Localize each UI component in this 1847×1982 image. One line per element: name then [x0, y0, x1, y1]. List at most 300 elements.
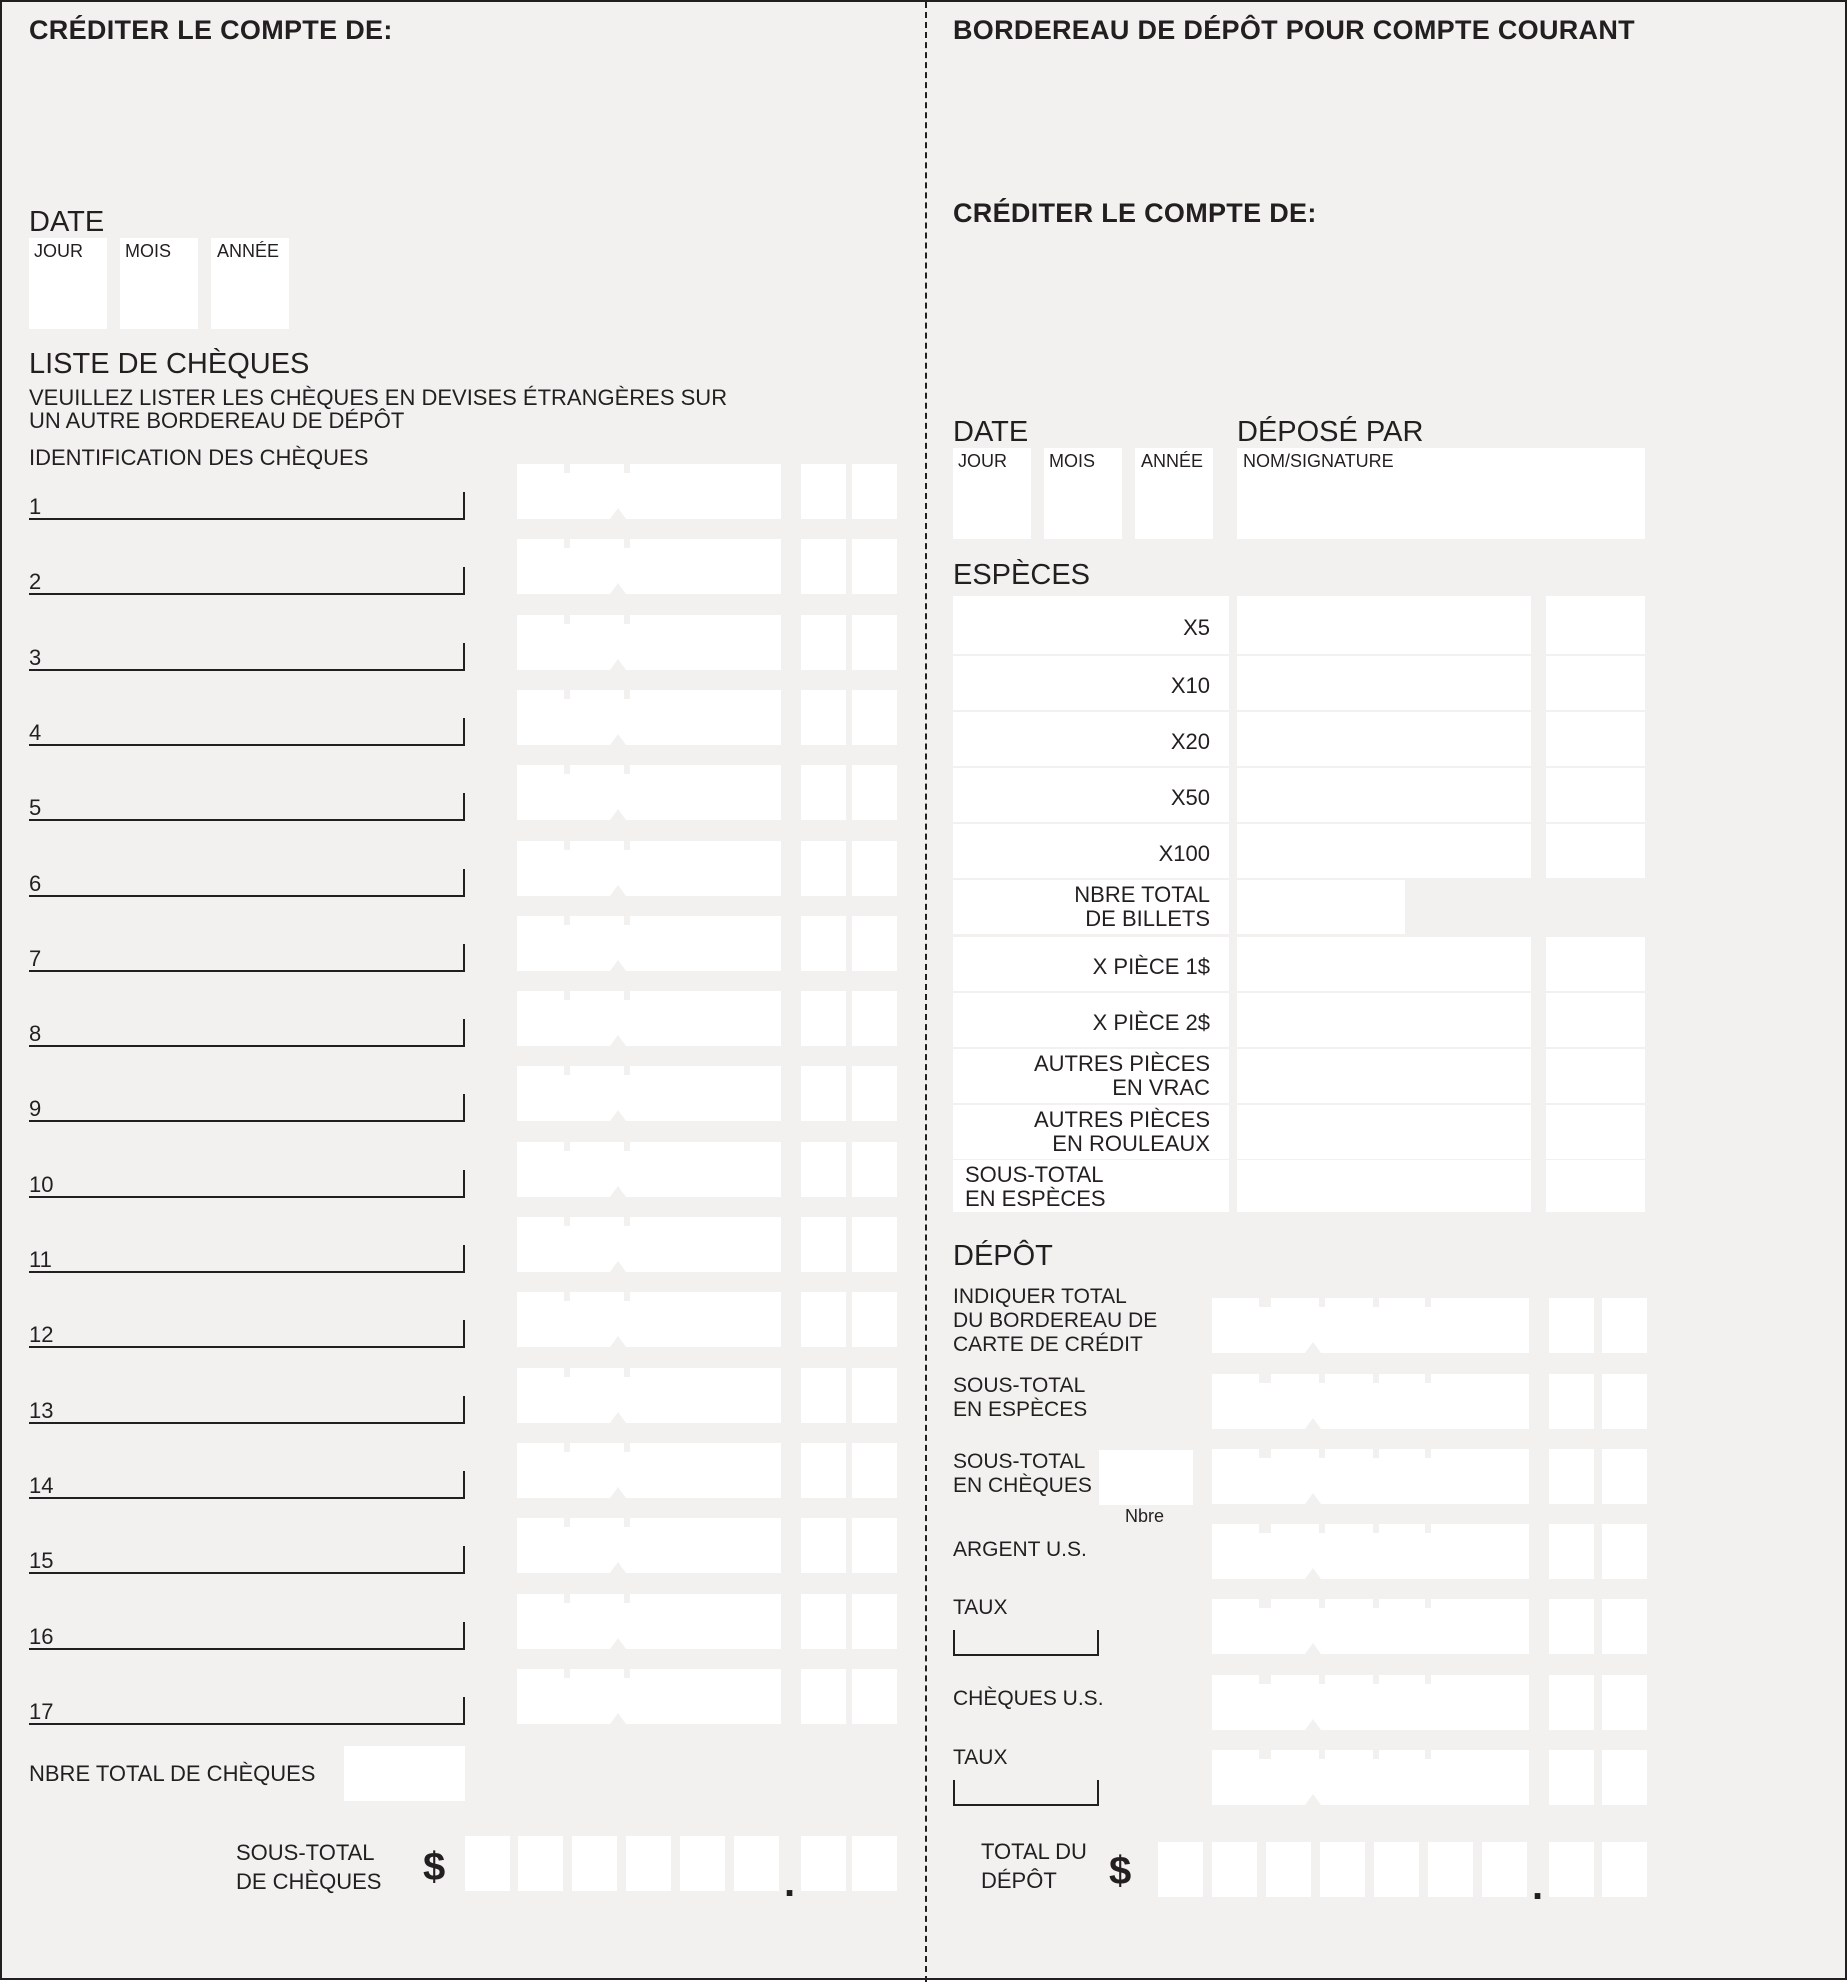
deposit-amount-separator-mark — [1373, 1449, 1379, 1458]
cheque-amount-cents-units-field[interactable] — [852, 1217, 897, 1272]
cheque-id-field[interactable] — [29, 1396, 465, 1424]
cheque-id-label: IDENTIFICATION DES CHÈQUES — [29, 445, 369, 470]
cash-denomination-cell — [953, 824, 1229, 878]
cash-amount-cents-field[interactable] — [1546, 656, 1645, 710]
cheque-subtotal-digit-box[interactable] — [518, 1836, 563, 1891]
deposit-amount-thousands-mark — [1305, 1643, 1321, 1654]
cheque-amount-thousands-mark — [610, 960, 626, 971]
cheque-amount-separator-mark — [624, 1669, 630, 1678]
deposit-amount-thousands-mark — [1305, 1794, 1321, 1805]
cash-denomination-cell — [953, 596, 1229, 654]
cash-row-label: X10 — [1170, 673, 1210, 698]
cheque-amount-cents-tens-field[interactable] — [801, 690, 846, 745]
cheque-id-field[interactable] — [29, 1094, 465, 1122]
deposited-by-label: DÉPOSÉ PAR — [1237, 416, 1424, 448]
left-credit-title: CRÉDITER LE COMPTE DE: — [29, 15, 393, 45]
cheque-amount-cents-tens-field[interactable] — [801, 1217, 846, 1272]
deposit-amount-thousands-mark — [1305, 1719, 1321, 1730]
cheque-amount-thousands-mark — [610, 885, 626, 896]
cash-row-label-line2: EN ROULEAUX — [1052, 1131, 1210, 1156]
cash-amount-dollars-field[interactable] — [1237, 993, 1531, 1047]
left-date-year-field[interactable] — [211, 238, 289, 329]
deposit-total-digit-box[interactable] — [1320, 1842, 1365, 1897]
cheque-amount-thousands-mark — [610, 1336, 626, 1347]
cheque-id-field[interactable] — [29, 567, 465, 595]
cash-amount-dollars-field[interactable] — [1237, 937, 1531, 991]
cheque-amount-cents-units-field[interactable] — [852, 991, 897, 1046]
cheque-amount-separator-mark — [564, 464, 570, 473]
form-title: BORDEREAU DE DÉPÔT POUR COMPTE COURANT — [953, 15, 1635, 45]
left-date-month-field[interactable] — [120, 238, 198, 329]
cash-row-label-line2: EN ESPÈCES — [965, 1186, 1106, 1211]
cheque-amount-dollars-field[interactable] — [517, 991, 781, 1046]
deposit-amount-separator-mark — [1319, 1750, 1325, 1759]
cash-denomination-cell — [953, 993, 1229, 1047]
deposit-amount-thousands-mark — [1305, 1493, 1321, 1504]
cheque-amount-cents-tens-field[interactable] — [801, 1518, 846, 1573]
cheque-amount-separator-mark — [624, 690, 630, 699]
deposit-amount-cents-units-field[interactable] — [1602, 1449, 1647, 1504]
cheque-amount-cents-units-field[interactable] — [852, 1443, 897, 1498]
deposit-amount-separator-mark — [1373, 1675, 1379, 1684]
right-date-day-field[interactable] — [953, 448, 1031, 539]
cheque-amount-separator-mark — [624, 1368, 630, 1377]
cash-row-label-line1: AUTRES PIÈCES — [1033, 1051, 1210, 1076]
deposit-row-label-line1: SOUS-TOTAL — [953, 1450, 1086, 1473]
cheque-amount-thousands-mark — [610, 734, 626, 745]
deposit-total-label-line2: DÉPÔT — [981, 1868, 1057, 1893]
deposit-row-label-line2: EN ESPÈCES — [953, 1398, 1088, 1421]
cheque-amount-thousands-mark — [610, 659, 626, 670]
cash-denomination-cell — [953, 1105, 1229, 1159]
cheque-amount-dollars-field[interactable] — [517, 1368, 781, 1423]
cheque-amount-separator-mark — [624, 1443, 630, 1452]
deposit-row-label-line2: EN CHÈQUES — [953, 1474, 1092, 1497]
cheque-subtotal-digit-box[interactable] — [572, 1836, 617, 1891]
cheque-amount-separator-mark — [564, 539, 570, 548]
deposit-total-digit-box[interactable] — [1428, 1842, 1473, 1897]
cheque-row-number: 3 — [29, 644, 42, 670]
cash-denomination-cell — [953, 1049, 1229, 1103]
right-date-year-field[interactable] — [1135, 448, 1213, 539]
cash-amount-dollars-field[interactable] — [1237, 768, 1531, 822]
cheque-amount-dollars-field[interactable] — [517, 1443, 781, 1498]
deposit-amount-separator-mark — [1425, 1374, 1431, 1383]
cheque-amount-separator-mark — [564, 1518, 570, 1527]
left-date-day-field[interactable] — [29, 238, 107, 329]
cash-row-label: X5 — [1183, 615, 1210, 640]
cheque-amount-separator-mark — [564, 916, 570, 925]
cheque-row-number: 11 — [29, 1247, 52, 1272]
cheque-amount-separator-mark — [624, 464, 630, 473]
right-month-label: MOIS — [1049, 451, 1096, 471]
deposit-amount-separator-mark — [1373, 1524, 1379, 1533]
cash-amount-dollars-field[interactable] — [1237, 824, 1531, 878]
deposit-row-label-line1: CHÈQUES U.S. — [953, 1687, 1104, 1710]
cheque-amount-dollars-field[interactable] — [517, 765, 781, 820]
deposit-amount-cents-tens-field[interactable] — [1549, 1599, 1594, 1654]
deposit-amount-cents-units-field[interactable] — [1602, 1599, 1647, 1654]
deposit-row-label-line3: CARTE DE CRÉDIT — [953, 1333, 1143, 1356]
cheque-amount-separator-mark — [624, 539, 630, 548]
deposit-amount-cents-tens-field[interactable] — [1549, 1449, 1594, 1504]
cheque-amount-cents-units-field[interactable] — [852, 1142, 897, 1197]
cash-row-label: X100 — [1158, 841, 1210, 866]
cash-title: ESPÈCES — [953, 559, 1090, 591]
cash-row-label-line1: AUTRES PIÈCES — [1033, 1107, 1210, 1132]
deposit-amount-separator-mark — [1319, 1599, 1325, 1608]
cheque-amount-cents-units-field[interactable] — [852, 1518, 897, 1573]
cheque-amount-thousands-mark — [610, 1035, 626, 1046]
cash-amount-cents-field[interactable] — [1546, 1049, 1645, 1103]
cheque-amount-thousands-mark — [610, 508, 626, 519]
cheque-row-number: 13 — [29, 1397, 54, 1423]
deposit-amount-separator-mark — [1319, 1524, 1325, 1533]
cheque-amount-dollars-field[interactable] — [517, 1142, 781, 1197]
deposit-amount-separator-mark — [1319, 1675, 1325, 1684]
cheque-subtotal-label-line1: SOUS-TOTAL — [236, 1840, 375, 1865]
cheque-amount-separator-mark — [624, 1594, 630, 1603]
cheque-id-field[interactable] — [29, 1622, 465, 1650]
cash-row-label: X50 — [1170, 785, 1210, 810]
deposit-amount-separator-mark — [1425, 1599, 1431, 1608]
cheque-id-field[interactable] — [29, 1019, 465, 1047]
name-signature-field[interactable] — [1237, 448, 1645, 539]
cheque-amount-separator-mark — [564, 1669, 570, 1678]
deposit-amount-cents-units-field[interactable] — [1602, 1298, 1647, 1353]
deposit-amount-separator-mark — [1265, 1599, 1271, 1608]
cash-amount-dollars-field[interactable] — [1237, 712, 1531, 766]
left-year-label: ANNÉE — [217, 241, 280, 261]
cheque-amount-cents-tens-field[interactable] — [801, 1292, 846, 1347]
cheque-row-number: 12 — [29, 1322, 54, 1348]
cheque-row-number: 10 — [29, 1171, 54, 1197]
deposit-total-dollar-sign: $ — [1109, 1849, 1132, 1893]
cash-denomination-cell — [953, 1160, 1229, 1212]
total-cheques-label: NBRE TOTAL DE CHÈQUES — [29, 1761, 316, 1786]
cheque-amount-cents-units-field[interactable] — [852, 1669, 897, 1724]
cheque-id-field[interactable] — [29, 1320, 465, 1348]
cheque-amount-thousands-mark — [610, 583, 626, 594]
cheque-amount-separator-mark — [624, 1518, 630, 1527]
deposit-amount-separator-mark — [1265, 1374, 1271, 1383]
right-year-label: ANNÉE — [1141, 451, 1204, 471]
cheque-amount-dollars-field[interactable] — [517, 539, 781, 594]
deposit-amount-cents-tens-field[interactable] — [1549, 1524, 1594, 1579]
cheque-amount-separator-mark — [624, 1217, 630, 1226]
deposit-amount-cents-tens-field[interactable] — [1549, 1750, 1594, 1805]
right-credit-title: CRÉDITER LE COMPTE DE: — [953, 198, 1317, 228]
deposit-amount-thousands-mark — [1305, 1418, 1321, 1429]
deposit-amount-cents-tens-field[interactable] — [1549, 1675, 1594, 1730]
deposit-total-digit-box[interactable] — [1482, 1842, 1527, 1897]
deposit-total-cents-box[interactable] — [1549, 1842, 1594, 1897]
cheque-subtotal-cents-box[interactable] — [801, 1836, 846, 1891]
cheque-amount-dollars-field[interactable] — [517, 841, 781, 896]
cheque-row-number: 17 — [29, 1698, 54, 1724]
cheque-amount-cents-tens-field[interactable] — [801, 1594, 846, 1649]
cash-row-label-line1: NBRE TOTAL — [1074, 882, 1210, 907]
cheque-amount-thousands-mark — [610, 1412, 626, 1423]
cash-row-label-line2: EN VRAC — [1112, 1075, 1210, 1100]
deposit-amount-separator-mark — [1373, 1750, 1379, 1759]
deposit-total-cents-box[interactable] — [1602, 1842, 1647, 1897]
cheque-amount-thousands-mark — [610, 1487, 626, 1498]
cheque-amount-cents-tens-field[interactable] — [801, 1142, 846, 1197]
cheque-amount-separator-mark — [624, 1292, 630, 1301]
deposit-total-digit-box[interactable] — [1374, 1842, 1419, 1897]
left-date-label: DATE — [29, 206, 105, 238]
cheque-amount-cents-units-field[interactable] — [852, 539, 897, 594]
cheque-amount-cents-units-field[interactable] — [852, 464, 897, 519]
cheque-row-number: 7 — [29, 945, 42, 971]
deposit-amount-thousands-mark — [1305, 1342, 1321, 1353]
deposit-amount-cents-units-field[interactable] — [1602, 1374, 1647, 1429]
deposit-row-label-line1: TAUX — [953, 1596, 1008, 1619]
cheque-row-number: 15 — [29, 1548, 54, 1574]
cheque-id-field[interactable] — [29, 1697, 465, 1725]
deposit-total-digit-box[interactable] — [1158, 1842, 1203, 1897]
cheque-amount-separator-mark — [564, 1142, 570, 1151]
cheque-amount-dollars-field[interactable] — [517, 1292, 781, 1347]
cheque-amount-separator-mark — [564, 690, 570, 699]
right-date-month-field[interactable] — [1044, 448, 1122, 539]
cheque-amount-separator-mark — [564, 1217, 570, 1226]
cheque-subtotal-decimal-point: . — [784, 1861, 796, 1905]
cheque-subtotal-digit-box[interactable] — [680, 1836, 725, 1891]
cheque-amount-separator-mark — [564, 991, 570, 1000]
deposit-amount-separator-mark — [1265, 1298, 1271, 1307]
cheque-amount-separator-mark — [624, 841, 630, 850]
cheque-id-field[interactable] — [29, 1170, 465, 1198]
cash-amount-cents-field[interactable] — [1546, 768, 1645, 822]
cheque-amount-cents-units-field[interactable] — [852, 1594, 897, 1649]
cheque-subtotal-label-line2: DE CHÈQUES — [236, 1869, 382, 1894]
cheque-amount-separator-mark — [564, 615, 570, 624]
cheque-amount-thousands-mark — [610, 1261, 626, 1272]
cash-amount-dollars-field[interactable] — [1237, 596, 1531, 654]
cheque-amount-cents-tens-field[interactable] — [801, 1066, 846, 1121]
cheque-id-field[interactable] — [29, 643, 465, 671]
cheque-amount-dollars-field[interactable] — [517, 916, 781, 971]
deposit-row-label-line1: SOUS-TOTAL — [953, 1374, 1086, 1397]
deposit-amount-separator-mark — [1319, 1374, 1325, 1383]
cheque-amount-dollars-field[interactable] — [517, 690, 781, 745]
cheque-amount-separator-mark — [564, 765, 570, 774]
cheque-row-number: 16 — [29, 1623, 54, 1649]
cash-amount-dollars-field[interactable] — [1237, 1049, 1531, 1103]
cheque-amount-cents-units-field[interactable] — [852, 765, 897, 820]
cheque-amount-separator-mark — [624, 916, 630, 925]
right-date-label: DATE — [953, 416, 1029, 448]
cheque-amount-cents-tens-field[interactable] — [801, 1443, 846, 1498]
cheque-row-number: 5 — [29, 795, 42, 821]
cheque-amount-dollars-field[interactable] — [517, 464, 781, 519]
deposit-amount-separator-mark — [1319, 1298, 1325, 1307]
cash-row-label: X20 — [1170, 729, 1210, 754]
deposit-row-label-line1: TAUX — [953, 1746, 1008, 1769]
usd-cheques-rate-field[interactable] — [953, 1780, 1099, 1806]
cash-amount-cents-field[interactable] — [1546, 712, 1645, 766]
deposit-amount-cents-tens-field[interactable] — [1549, 1374, 1594, 1429]
cheque-amount-separator-mark — [564, 1443, 570, 1452]
cash-denomination-cell — [953, 937, 1229, 991]
cheque-amount-cents-tens-field[interactable] — [801, 916, 846, 971]
deposit-amount-separator-mark — [1373, 1374, 1379, 1383]
cheque-amount-cents-units-field[interactable] — [852, 1066, 897, 1121]
name-signature-label: NOM/SIGNATURE — [1243, 451, 1394, 471]
cheque-subtotal-digit-box[interactable] — [734, 1836, 779, 1891]
cheque-subtotal-dollar-sign: $ — [423, 1845, 446, 1889]
cash-amount-dollars-field[interactable] — [1237, 1160, 1531, 1212]
cheque-amount-cents-tens-field[interactable] — [801, 1669, 846, 1724]
deposit-amount-separator-mark — [1425, 1750, 1431, 1759]
deposit-row-label-line1: ARGENT U.S. — [953, 1538, 1087, 1561]
cheque-amount-cents-tens-field[interactable] — [801, 991, 846, 1046]
cheque-amount-thousands-mark — [610, 1186, 626, 1197]
cheque-amount-cents-units-field[interactable] — [852, 916, 897, 971]
left-day-label: JOUR — [34, 241, 83, 261]
cash-amount-cents-field[interactable] — [1546, 596, 1645, 654]
deposit-amount-separator-mark — [1425, 1298, 1431, 1307]
cheque-amount-separator-mark — [564, 1292, 570, 1301]
cheque-count-label: Nbre — [1125, 1506, 1165, 1526]
cheque-id-field[interactable] — [29, 869, 465, 897]
cheque-amount-thousands-mark — [610, 1638, 626, 1649]
total-bills-count-field[interactable] — [1237, 880, 1405, 934]
deposit-amount-separator-mark — [1319, 1449, 1325, 1458]
cash-denomination-cell — [953, 656, 1229, 710]
deposit-amount-separator-mark — [1265, 1750, 1271, 1759]
cash-row-label: X PIÈCE 1$ — [1092, 954, 1210, 979]
right-day-label: JOUR — [958, 451, 1007, 471]
cheque-amount-separator-mark — [624, 991, 630, 1000]
foreign-cheque-note-line1: VEUILLEZ LISTER LES CHÈQUES EN DEVISES ÉTRANGÈRES SUR — [29, 385, 728, 410]
deposit-amount-cents-units-field[interactable] — [1602, 1524, 1647, 1579]
cheque-amount-cents-tens-field[interactable] — [801, 539, 846, 594]
tear-line-divider — [925, 2, 927, 1982]
deposit-row-label-line2: DU BORDEREAU DE — [953, 1309, 1158, 1332]
cash-row-label: X PIÈCE 2$ — [1092, 1010, 1210, 1035]
cheque-row-number: 1 — [29, 494, 42, 519]
cash-amount-cents-field[interactable] — [1546, 1105, 1645, 1159]
cheque-amount-thousands-mark — [610, 809, 626, 820]
cheque-row-number: 8 — [29, 1021, 42, 1047]
cash-row-label-line1: SOUS-TOTAL — [965, 1162, 1104, 1187]
deposit-row-label-line1: INDIQUER TOTAL — [953, 1285, 1127, 1308]
cheque-id-field[interactable] — [29, 793, 465, 821]
cheque-amount-dollars-field[interactable] — [517, 1669, 781, 1724]
cheque-amount-separator-mark — [564, 1066, 570, 1075]
cheque-amount-dollars-field[interactable] — [517, 1518, 781, 1573]
cheque-subtotal-cents-box[interactable] — [852, 1836, 897, 1891]
cheque-row-number: 9 — [29, 1096, 42, 1122]
cash-amount-dollars-field[interactable] — [1237, 656, 1531, 710]
deposit-total-digit-box[interactable] — [1212, 1842, 1257, 1897]
deposit-amount-separator-mark — [1265, 1675, 1271, 1684]
total-cheques-count-field[interactable] — [344, 1746, 465, 1801]
deposit-amount-separator-mark — [1425, 1449, 1431, 1458]
cheque-subtotal-digit-box[interactable] — [465, 1836, 510, 1891]
cheque-id-field[interactable] — [29, 492, 465, 520]
deposit-amount-cents-tens-field[interactable] — [1549, 1298, 1594, 1353]
cheque-amount-separator-mark — [564, 841, 570, 850]
cheque-list-title: LISTE DE CHÈQUES — [29, 348, 310, 380]
deposit-total-decimal-point: . — [1532, 1864, 1544, 1908]
cheque-amount-cents-tens-field[interactable] — [801, 464, 846, 519]
cash-amount-cents-field[interactable] — [1546, 824, 1645, 878]
deposit-amount-separator-mark — [1373, 1599, 1379, 1608]
cheque-amount-separator-mark — [564, 1594, 570, 1603]
cheque-amount-cents-units-field[interactable] — [852, 690, 897, 745]
deposit-amount-separator-mark — [1265, 1449, 1271, 1458]
cash-row-label-line2: DE BILLETS — [1085, 906, 1210, 931]
left-month-label: MOIS — [125, 241, 172, 261]
deposit-title: DÉPÔT — [953, 1240, 1053, 1272]
cheque-row-number: 14 — [29, 1472, 54, 1498]
usd-cash-rate-field[interactable] — [953, 1630, 1099, 1656]
cheque-amount-separator-mark — [564, 1368, 570, 1377]
cheque-amount-cents-units-field[interactable] — [852, 1368, 897, 1423]
deposit-amount-cents-units-field[interactable] — [1602, 1675, 1647, 1730]
cheque-row-number: 2 — [29, 569, 42, 595]
cheque-amount-dollars-field[interactable] — [517, 615, 781, 670]
cheque-amount-thousands-mark — [610, 1110, 626, 1121]
cheque-amount-cents-tens-field[interactable] — [801, 841, 846, 896]
deposit-amount-separator-mark — [1425, 1524, 1431, 1533]
deposit-total-digit-box[interactable] — [1266, 1842, 1311, 1897]
cheque-amount-separator-mark — [624, 765, 630, 774]
deposit-total-label-line1: TOTAL DU — [981, 1839, 1087, 1864]
cheque-amount-dollars-field[interactable] — [517, 1066, 781, 1121]
cheque-id-field[interactable] — [29, 1471, 465, 1499]
foreign-cheque-note-line2: UN AUTRE BORDEREAU DE DÉPÔT — [29, 408, 405, 433]
deposit-amount-separator-mark — [1373, 1298, 1379, 1307]
deposit-amount-separator-mark — [1425, 1675, 1431, 1684]
cheque-amount-separator-mark — [624, 1066, 630, 1075]
cheque-count-field[interactable] — [1099, 1450, 1193, 1505]
cheque-row-number: 6 — [29, 870, 42, 896]
cheque-amount-cents-tens-field[interactable] — [801, 615, 846, 670]
cheque-id-field[interactable] — [29, 1245, 465, 1273]
cash-amount-cents-field[interactable] — [1546, 937, 1645, 991]
cheque-amount-separator-mark — [624, 615, 630, 624]
cheque-subtotal-digit-box[interactable] — [626, 1836, 671, 1891]
deposit-amount-separator-mark — [1265, 1524, 1271, 1533]
cheque-amount-cents-units-field[interactable] — [852, 615, 897, 670]
cheque-amount-cents-units-field[interactable] — [852, 1292, 897, 1347]
cheque-amount-cents-tens-field[interactable] — [801, 1368, 846, 1423]
cheque-amount-cents-units-field[interactable] — [852, 841, 897, 896]
cash-amount-cents-field[interactable] — [1546, 1160, 1645, 1212]
cheque-id-field[interactable] — [29, 944, 465, 972]
deposit-amount-thousands-mark — [1305, 1568, 1321, 1579]
cheque-amount-cents-tens-field[interactable] — [801, 765, 846, 820]
deposit-amount-cents-units-field[interactable] — [1602, 1750, 1647, 1805]
cheque-id-field[interactable] — [29, 718, 465, 746]
cheque-amount-thousands-mark — [610, 1713, 626, 1724]
cheque-amount-dollars-field[interactable] — [517, 1217, 781, 1272]
cheque-amount-thousands-mark — [610, 1562, 626, 1573]
cash-amount-cents-field[interactable] — [1546, 993, 1645, 1047]
cash-denomination-cell — [953, 880, 1229, 934]
cheque-amount-separator-mark — [624, 1142, 630, 1151]
cash-amount-dollars-field[interactable] — [1237, 1105, 1531, 1159]
cash-denomination-cell — [953, 712, 1229, 766]
cheque-row-number: 4 — [29, 719, 42, 745]
cheque-amount-dollars-field[interactable] — [517, 1594, 781, 1649]
cheque-id-field[interactable] — [29, 1546, 465, 1574]
